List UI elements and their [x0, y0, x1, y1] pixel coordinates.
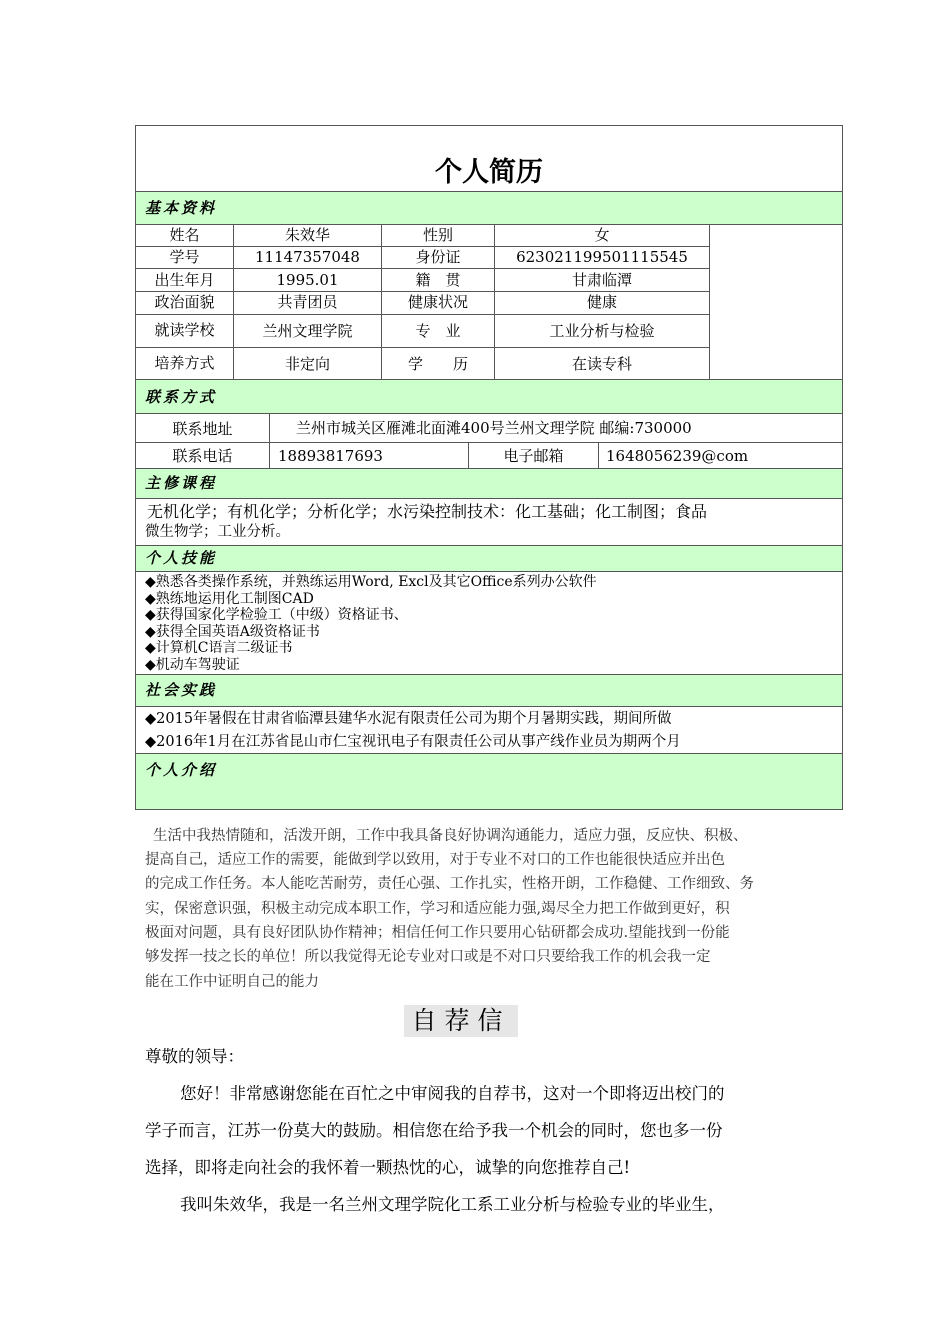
section-practice-heading: 社会实践 — [145, 681, 218, 699]
intro-line: 够发挥一技之长的单位！所以我觉得无论专业对口或是不对口只要给我工作的机会我一定 — [145, 949, 711, 965]
courses-line: 无机化学；有机化学；分析化学；水污染控制技术：化工基础；化工制图；食品 — [147, 502, 708, 521]
origin-label: 籍 贯 — [415, 271, 461, 289]
major-label: 专 业 — [415, 322, 461, 340]
skill-item: ◆获得全国英语A级资格证书 — [145, 623, 320, 640]
health-label: 健康状况 — [407, 293, 468, 311]
phone-value: 18893817693 — [278, 447, 383, 465]
letter-title: 自荐信 — [404, 1005, 518, 1037]
skill-item: ◆机动车驾驶证 — [145, 656, 240, 673]
training-value: 非定向 — [284, 355, 330, 373]
skill-item: ◆计算机C语言二级证书 — [145, 640, 293, 656]
birth-value: 1995.01 — [276, 271, 339, 289]
skill-item: ◆获得国家化学检验工（中级）资格证书、 — [145, 607, 408, 623]
phone-label: 联系电话 — [172, 447, 233, 465]
address-value: 兰州市城关区雁滩北面滩400号兰州文理学院 邮编:730000 — [296, 419, 692, 437]
intro-line: 的完成工作任务。本人能吃苦耐劳，责任心强、工作扎实，性格开朗，工作稳健、工作细致、务 — [145, 876, 754, 892]
politics-label: 政治面貌 — [154, 293, 215, 311]
gender-value: 女 — [594, 226, 610, 244]
practice-item: ◆2016年1月在江苏省昆山市仁宝视讯电子有限责任公司从事产线作业员为期两个月 — [145, 734, 681, 750]
training-label: 培养方式 — [154, 354, 215, 372]
address-label: 联系地址 — [172, 420, 233, 438]
resume-title: 个人简历 — [435, 157, 543, 188]
school-value: 兰州文理学院 — [262, 322, 353, 340]
section-basic-heading: 基本资料 — [145, 199, 218, 217]
letter-line: 您好！非常感谢您能在百忙之中审阅我的自荐书，这对一个即将迈出校门的 — [180, 1084, 725, 1103]
letter-line: 选择，即将走向社会的我怀着一颗热忱的心，诚挚的向您推荐自己! — [145, 1158, 631, 1177]
intro-line: 能在工作中证明自己的能力 — [145, 974, 319, 990]
section-intro-heading: 个人介绍 — [145, 761, 218, 779]
name-value: 朱效华 — [284, 226, 330, 244]
birth-label: 出生年月 — [154, 271, 215, 289]
school-label: 就读学校 — [154, 321, 215, 339]
section-skills-heading: 个人技能 — [145, 549, 218, 567]
practice-item: ◆2015年暑假在甘肃省临潭县建华水泥有限责任公司为期个月暑期实践，期间所做 — [145, 711, 672, 727]
letter-salutation: 尊敬的领导： — [145, 1047, 244, 1066]
email-value: 1648056239@com — [606, 447, 749, 465]
degree-label: 学 历 — [407, 355, 468, 373]
intro-line: 生活中我热情随和，活泼开朗，工作中我具备良好协调沟通能力，适应力强，反应快、积极、 — [153, 828, 748, 844]
id-card-value: 623021199501115545 — [516, 248, 688, 266]
intro-line: 极面对问题，具有良好团队协作精神；相信任何工作只要用心钻研都会成功.望能找到一份能 — [145, 925, 730, 941]
politics-value: 共青团员 — [277, 293, 338, 311]
student-id-value: 11147357048 — [255, 248, 360, 266]
origin-value: 甘肃临潭 — [571, 271, 632, 289]
skill-item: ◆熟练地运用化工制图CAD — [145, 590, 314, 607]
section-courses-heading: 主修课程 — [145, 474, 218, 492]
degree-value: 在读专科 — [571, 355, 632, 373]
letter-line: 学子而言，江苏一份莫大的鼓励。相信您在给予我一个机会的同时，您也多一份 — [145, 1121, 723, 1140]
name-label: 姓名 — [169, 226, 200, 244]
intro-line: 提高自己，适应工作的需要，能做到学以致用，对于专业不对口的工作也能很快适应并出色 — [145, 852, 725, 868]
letter-line: 我叫朱效华，我是一名兰州文理学院化工系工业分析与检验专业的毕业生， — [180, 1195, 725, 1214]
id-card-label: 身份证 — [415, 248, 461, 266]
courses-line: 微生物学；工业分析。 — [145, 524, 290, 540]
section-contact-heading: 联系方式 — [145, 388, 218, 406]
major-value: 工业分析与检验 — [549, 322, 655, 340]
health-value: 健康 — [586, 293, 617, 311]
gender-label: 性别 — [422, 226, 453, 244]
student-id-label: 学号 — [169, 248, 200, 266]
skill-item: ◆熟悉各类操作系统，并熟练运用Word, Excl及其它Office系列办公软件 — [145, 574, 597, 590]
intro-line: 实，保密意识强，积极主动完成本职工作，学习和适应能力强,竭尽全力把工作做到更好，积 — [145, 901, 730, 917]
email-label: 电子邮箱 — [503, 447, 564, 465]
